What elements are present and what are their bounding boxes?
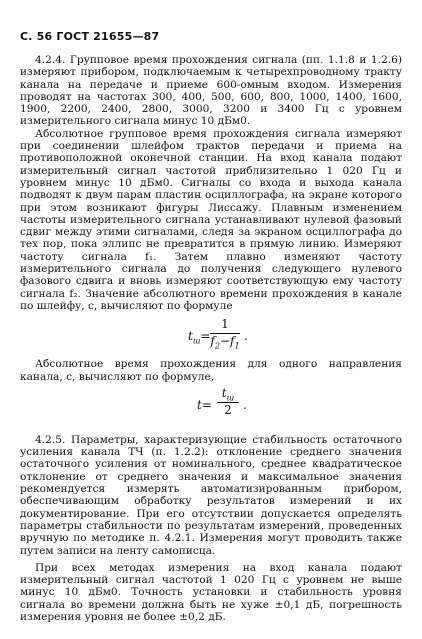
page-header: С. 56 ГОСТ 21655—87 — [20, 30, 160, 43]
formula2-lhs: t= — [197, 397, 212, 412]
formula2-denominator: 2 — [224, 402, 232, 417]
paragraph-4-2-5: 4.2.5. Параметры, характеризующие стабильность остаточного усиления канала ТЧ (п. 1.2.2): отклонение среднего значения остаточного усиления от номинального, среднее квадратическое отклонение от среднего значения и максимальное значения рекомендуется измерять автоматизированным прибором, обеспечивающим обработку результатов измерений и их документирование. При его отсутствии допускается определять параметры стабильности по результатам измерений, проведенных вручную по методике п. 4.2.1. Измерения могут проводить также путем записи на ленту самописца. — [20, 433, 402, 557]
paragraph-measurement-methods: При всех методах измерения на вход канала подают измерительный сигнал частотой 1 020 Гц с уровнем не выше минус 10 дБм0. Точность установки и стабильность уровня сигнала во времени должна быть не хуже ±0,1 дБ, погрешность измерения уровня не более ±0,2 дБ. — [20, 561, 402, 623]
document-body — [20, 54, 402, 623]
paragraph-4-2-4: 4.2.4. Групповое время прохождения сигнала (пп. 1.1.8 и 1.2.6) измеряют прибором, подключаемым к четырехпроводному тракту канала на передаче и приеме 600-омным входом. Измерения проводят на частотах 300, 400, 500, 600, 800, 1000, 1400, 1600, 1900, 2200, 2400, 2800, 3000, 3200 и 3400 Гц с уровнем измерительного сигнала минус 10 дБм0. — [20, 54, 402, 128]
formula1-denominator: $f_2-f_1$ — [210, 334, 240, 351]
formula2-numerator: $t_ш$ — [221, 385, 235, 403]
formula2-fraction — [217, 387, 239, 418]
formula1-numerator: 1 — [221, 317, 229, 332]
formula1-lhs: $t_ш=$ — [188, 329, 211, 346]
formula-one-direction-time: t= $t_ш$ 2 . — [197, 385, 247, 417]
formula1-fraction — [210, 318, 240, 349]
paragraph-absolute-group-time: Абсолютное групповое время прохождения сигнала измеряют при соединении шлейфом трактов передачи и приема на противоположной оконечной станции. На вход канала подают измерительный сигнал частотой приблизительно 1 020 Гц и уровнем минус 10 дБм0. Сигналы со входа и выхода канала подводят к двум парам пластин осциллографа, на экране которого при этом возникают фигуры Лиссажу. Плавным изменением частоты измерительного сигнала устанавливают нулевой фазовый сдвиг между этими сигналами, следя за экраном осциллографа до тех пор, пока эллипс не превратится в прямую линию. Измеряют частоту сигнала f₁. Затем плавно изменяют частоту измерительного сигнала до получения следующего нулевого фазового сдвига и вновь измеряют соответствующую ему частоту сигнала f₂. Значение абсолютного времени прохождения в канале по шлейфу, с, вычисляют по формуле — [20, 127, 402, 312]
formula-loop-time: $t_ш=$ 1 $f_2-f_1$ . — [188, 317, 248, 351]
paragraph-one-direction: Абсолютное время прохождения для одного направления канала, с, вычисляют по формуле, — [20, 358, 402, 383]
